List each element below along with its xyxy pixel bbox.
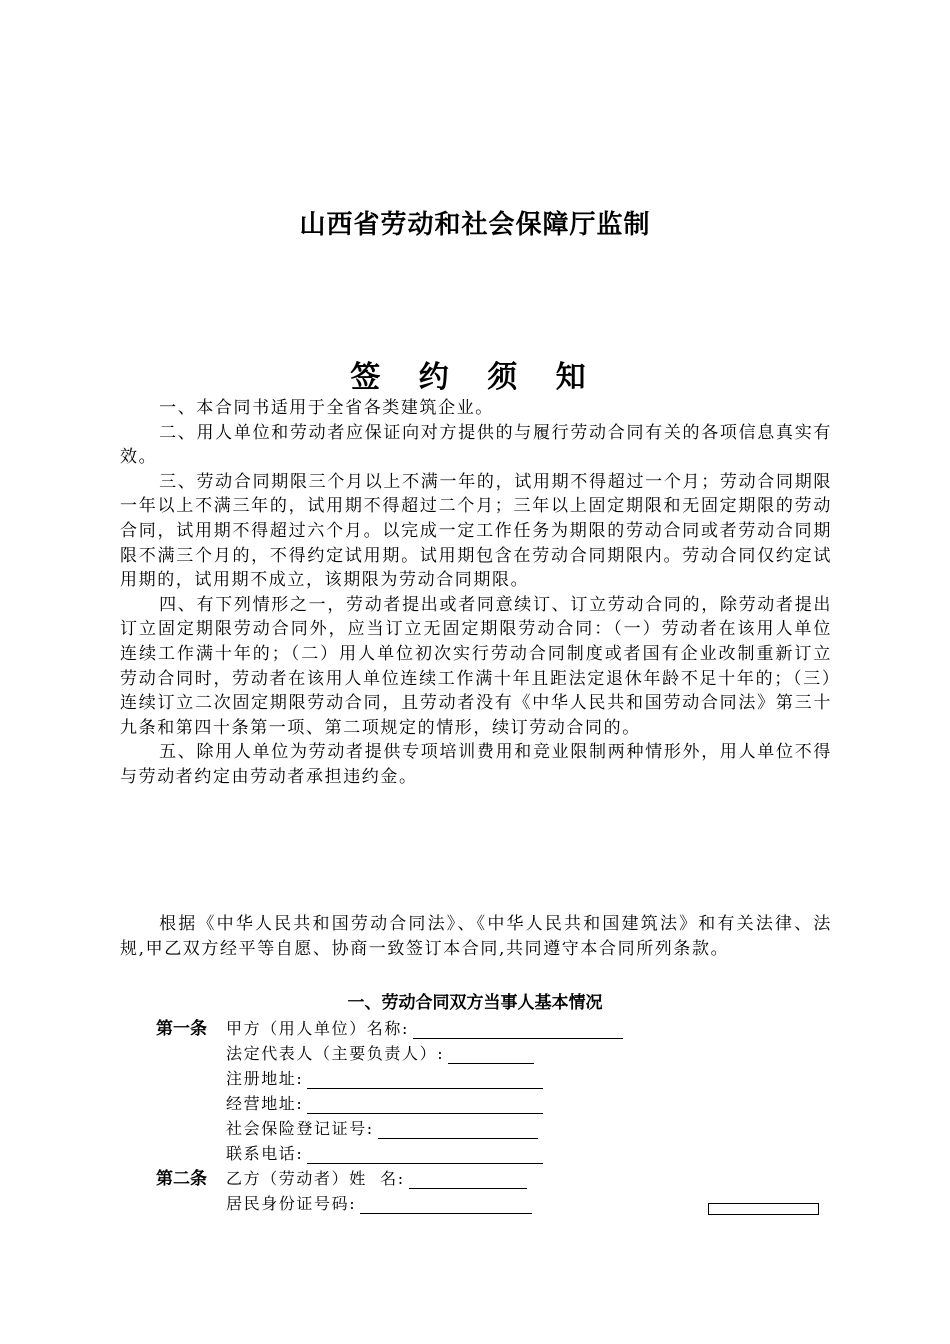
article1-row-name xyxy=(156,1015,623,1039)
article1-row-phone xyxy=(156,1140,543,1164)
legal-representative-input[interactable] xyxy=(448,1045,534,1064)
article2-row-id xyxy=(156,1190,532,1214)
intro-text: 根据《中华人民共和国劳动合同法》、《中华人民共和国建筑法》和有关法律、法规,甲乙双方经平等自愿、协商一致签订本合同,共同遵守本合同所列条款。 xyxy=(120,914,832,959)
field-label-phone: 联系电话: xyxy=(226,1144,304,1163)
article1-label: 第一条 xyxy=(156,1019,207,1039)
notice-item: 四、有下列情形之一，劳动者提出或者同意续订、订立劳动合同的，除劳动者提出订立固定期限劳动合同外，应当订立无固定期限劳动合同：（一）劳动者在该用人单位连续工作满十年的；（二）用人单位初次实行劳动合同制度或者国有企业改制重新订立劳动合同时，劳动者在该用人单位连续工作满十年且距法定退休年龄不足十年的；（三）连续订立二次固定期限劳动合同，且劳动者没有《中华人民共和国劳动合同法》第三十九条和第四十条第一项、第二项规定的情形，续订劳动合同的。 xyxy=(120,594,832,738)
business-address-input[interactable] xyxy=(307,1095,543,1114)
article2-row-name xyxy=(156,1165,527,1189)
field-label-worker-name: 乙方（劳动者）姓 名: xyxy=(226,1169,405,1188)
notice-item: 五、除用人单位为劳动者提供专项培训费用和竞业限制两种情形外，用人单位不得与劳动者约定由劳动者承担违约金。 xyxy=(120,742,832,787)
notice-title: 签 约 须 知 xyxy=(350,360,600,395)
field-label-registered-address: 注册地址: xyxy=(226,1069,304,1088)
notice-item: 二、用人单位和劳动者应保证向对方提供的与履行劳动合同有关的各项信息真实有效。 xyxy=(120,422,832,468)
article2-label: 第二条 xyxy=(156,1169,207,1189)
field-label-business-address: 经营地址: xyxy=(226,1094,304,1113)
notice-item: 一、本合同书适用于全省各类建筑企业。 xyxy=(159,398,494,418)
field-label-employer-name: 甲方（用人单位）名称: xyxy=(226,1019,409,1038)
issuer-title: 山西省劳动和社会保障厅监制 xyxy=(299,210,651,240)
field-label-legal-representative: 法定代表人（主要负责人）: xyxy=(226,1044,445,1063)
field-label-id-number: 居民身份证号码: xyxy=(226,1194,357,1213)
section-title: 一、劳动合同双方当事人基本情况 xyxy=(347,993,603,1013)
employer-name-input[interactable] xyxy=(413,1020,623,1039)
article1-row-social-insurance xyxy=(156,1115,538,1139)
article1-row-registered-address xyxy=(156,1065,543,1089)
notice-item: 三、劳动合同期限三个月以上不满一年的，试用期不得超过一个月；劳动合同期限一年以上不满三年的，试用期不得超过二个月；三年以上固定期限和无固定期限的劳动合同，试用期不得超过六个月。以完成一定工作任务为期限的劳动合同或者劳动合同期限不满三个月的，不得约定试用期。试用期包含在劳动合同期限内。劳动合同仅约定试用期的，试用期不成立，该期限为劳动合同期限。 xyxy=(120,471,832,591)
notice-list xyxy=(120,396,832,790)
worker-name-input[interactable] xyxy=(409,1170,527,1189)
id-number-input[interactable] xyxy=(360,1195,532,1214)
empty-box xyxy=(708,1203,819,1215)
article1-row-representative xyxy=(156,1040,534,1064)
phone-input[interactable] xyxy=(307,1145,543,1164)
social-insurance-number-input[interactable] xyxy=(378,1120,538,1139)
intro-paragraph xyxy=(120,912,832,961)
field-label-social-insurance-number: 社会保险登记证号: xyxy=(226,1119,374,1138)
article1-row-business-address xyxy=(156,1090,543,1114)
registered-address-input[interactable] xyxy=(307,1070,543,1089)
